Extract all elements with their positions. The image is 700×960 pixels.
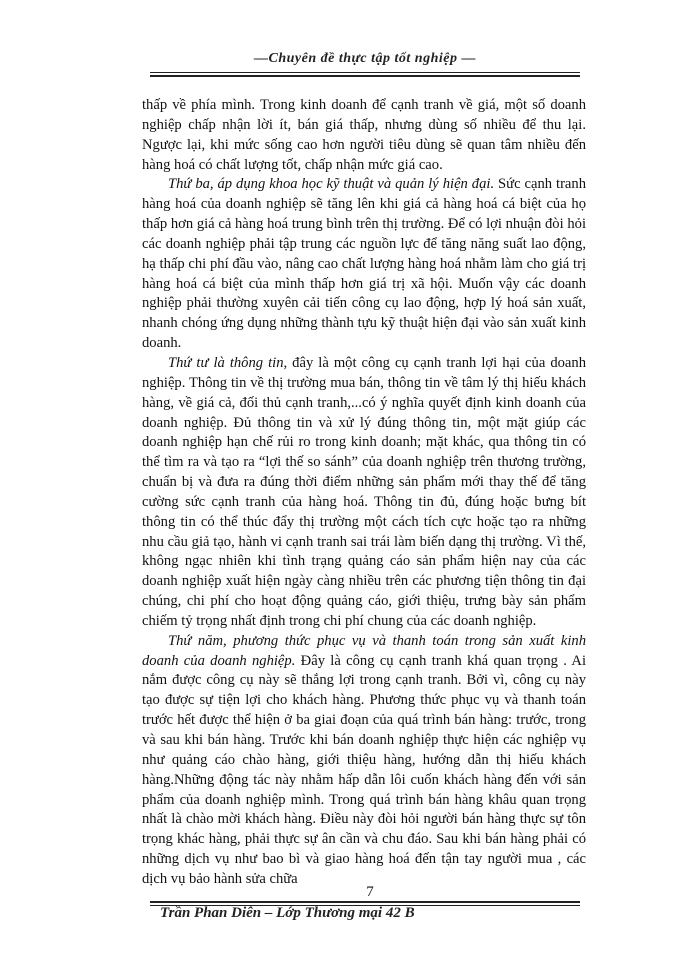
- paragraph-lead: Thứ ba, áp dụng khoa học kỹ thuật và quản lý hiện đại.: [168, 176, 495, 193]
- paragraph-fourth-factor: [142, 354, 586, 632]
- page-header: —Chuyên đề thực tập tốt nghiệp —: [254, 51, 476, 66]
- header-rule-thick: [150, 75, 580, 77]
- body-text: [142, 96, 586, 890]
- footer-rule-thick: [150, 901, 580, 903]
- paragraph-text: , đây là một công cụ cạnh tranh lợi hại của doanh nghiệp. Thông tin về thị trường mua bán, thông tin về tâm lý thị hiếu khách hàng, về giá cả, đối thủ cạnh tranh,...có ý nghĩa quyết định kinh doanh của doanh nghiệp. Đủ thông tin và xử lý đúng thông tin, một mặt giúp các doanh nghiệp hạn chế rủi ro trong kinh doanh; mặt khác, qua thông tin có thể tìm ra và tạo ra “lợi thế so sánh” của doanh nghiệp trên thương trường, chuẩn bị và đưa ra đúng thời điểm những sản phẩm mới thay thế để tăng cường sức cạnh tranh của hàng hoá. Thông tin đủ, đúng hoặc bưng bít thông tin có thể thúc đẩy thị trường một cách tích cực hoặc tạo ra những nhu cầu giả tạo, hành vi cạnh tranh sai trái làm biến dạng thị trường. Vì thế, không ngạc nhiên khi tình trạng quảng cáo sản phẩm hiện nay của các doanh nghiệp xuất hiện ngày càng nhiều trên các phương tiện thông tin đại chúng, chi phí cho hoạt động quảng cáo, giới thiệu, trưng bày sản phẩm chiếm tỷ trọng nhất định trong chi phí chung của các doanh nghiệp.: [142, 354, 586, 629]
- page-footer: Trần Phan Diên – Lớp Thương mại 42 B: [160, 905, 415, 921]
- paragraph-fifth-factor: [142, 632, 586, 890]
- page-number: 7: [366, 884, 374, 900]
- paragraph-text: Đây là công cụ cạnh tranh khá quan trọng . Ai nắm được công cụ này sẽ thắng lợi trong cạnh tranh. Bởi vì, công cụ này tạo được sự tiện lợi cho khách hàng. Phương thức phục vụ và thanh toán trước hết được thể hiện ở ba giai đoạn của quá trình bán hàng: trước, trong và sau khi bán hàng. Trước khi bán doanh nghiệp thực hiện các nghiệp vụ như quảng cáo chào hàng, giới thiệu hàng, hướng dẫn thị hiếu khách hàng.Những động tác này nhằm hấp dẫn lôi cuốn khách hàng đến với sản phẩm của doanh nghiệp mình. Trong quá trình bán hàng khâu quan trọng nhất là chào mời khách hàng. Điều này đòi hỏi người bán hàng thực sự tôn trọng khác hàng, phải thực sự ân cần và chu đáo. Sau khi bán hàng phải có những dịch vụ như bao bì và giao hàng hoá đến tận tay người mua , các dịch vụ bảo hành sửa chữa: [142, 652, 586, 887]
- paragraph-continuation: [142, 96, 586, 175]
- paragraph-lead: Thứ tư là thông tin: [168, 354, 284, 371]
- paragraph-text: thấp về phía mình. Trong kinh doanh để cạnh tranh về giá, một số doanh nghiệp chấp nhận lời ít, bán giá thấp, nhưng dùng số nhiều để thu lại. Ngược lại, khi mức sống cao hơn người tiêu dùng sẽ quan tâm nhiều đến hàng hoá có chất lượng tốt, chấp nhận mức giá cao.: [142, 97, 586, 173]
- paragraph-lead: Thứ năm, phương thức phục vụ và thanh toán trong sản xuất kinh doanh của doanh nghiệp.: [142, 632, 586, 669]
- paragraph-text: Sức cạnh tranh hàng hoá của doanh nghiệp sẽ tăng lên khi giá cả hàng hoá cá biệt của họ thấp hơn giá cả hàng hoá trung bình trên thị trường. Để có lợi nhuận đòi hỏi các doanh nghiệp phải tập trung các nguồn lực để tăng năng suất lao động, hạ thấp chi phí đầu vào, nâng cao chất lượng hàng hoá nhằm làm cho giá trị hàng hoá cá biệt của mình thấp hơn giá trị xã hội. Muốn vậy các doanh nghiệp phải thường xuyên cải tiến công cụ lao động, hợp lý hoá sản xuất, nhanh chóng ứng dụng những thành tựu kỹ thuật hiện đại vào sản xuất kinh doanh.: [142, 176, 586, 352]
- paragraph-third-factor: [142, 175, 586, 354]
- header-rule-thin: [150, 72, 580, 73]
